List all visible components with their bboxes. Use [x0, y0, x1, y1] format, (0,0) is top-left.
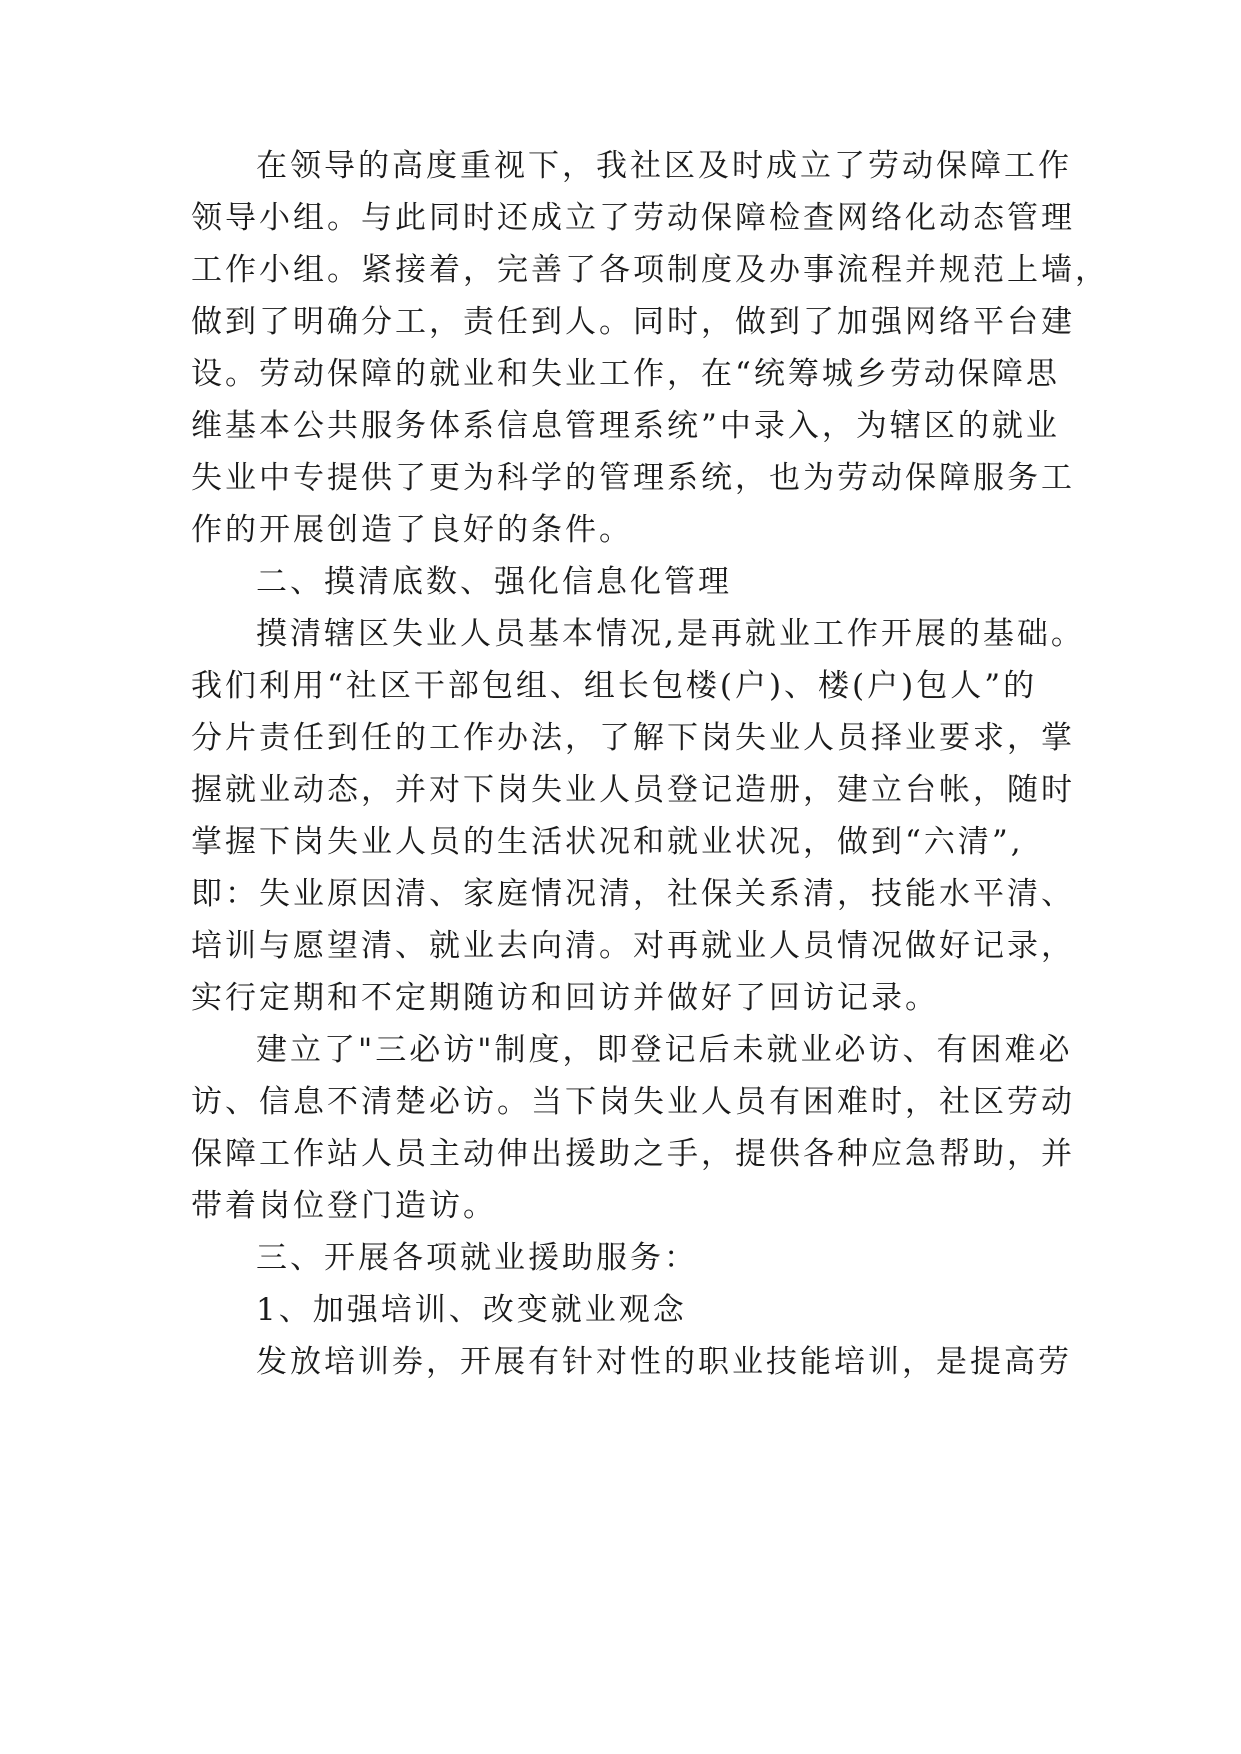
paragraph-3-line-2: 访、信息不清楚必访。当下岗失业人员有困难时，社区劳动 — [191, 1084, 1075, 1120]
paragraph-4-line-1: 发放培训券，开展有针对性的职业技能培训，是提高劳 — [256, 1344, 1072, 1380]
paragraph-1-line-4: 做到了明确分工，责任到人。同时，做到了加强网络平台建 — [191, 304, 1075, 340]
paragraph-2-line-2: 我们利用“社区干部包组、组长包楼(户)、楼(户)包人”的 — [191, 668, 1038, 704]
paragraph-1-line-2: 领导小组。与此同时还成立了劳动保障检查网络化动态管理 — [191, 200, 1075, 236]
paragraph-2-line-5: 掌握下岗失业人员的生活状况和就业状况，做到“六清”, — [191, 824, 1024, 860]
paragraph-1-line-3: 工作小组。紧接着，完善了各项制度及办事流程并规范上墙， — [191, 252, 1109, 288]
paragraph-2-line-7: 培训与愿望清、就业去向清。对再就业人员情况做好记录， — [191, 928, 1075, 964]
paragraph-3-line-4: 带着岗位登门造访。 — [191, 1188, 497, 1224]
paragraph-2-line-6: 即：失业原因清、家庭情况清，社保关系清，技能水平清、 — [191, 876, 1075, 912]
paragraph-3-line-1: 建立了"三必访"制度，即登记后未就业必访、有困难必 — [256, 1032, 1073, 1068]
paragraph-1-line-5: 设。劳动保障的就业和失业工作，在“统筹城乡劳动保障思 — [191, 356, 1060, 392]
paragraph-2-line-8: 实行定期和不定期随访和回访并做好了回访记录。 — [191, 980, 939, 1016]
paragraph-1-line-1: 在领导的高度重视下，我社区及时成立了劳动保障工作 — [256, 148, 1072, 184]
subsection-heading-1: 1、加强培训、改变就业观念 — [256, 1292, 687, 1328]
section-heading-3: 三、开展各项就业援助服务： — [256, 1240, 698, 1276]
paragraph-1-line-6: 维基本公共服务体系信息管理系统”中录入，为辖区的就业 — [191, 408, 1060, 444]
paragraph-2-line-3: 分片责任到任的工作办法，了解下岗失业人员择业要求，掌 — [191, 720, 1075, 756]
paragraph-1-line-8: 作的开展创造了良好的条件。 — [191, 512, 633, 548]
paragraph-2-line-1: 摸清辖区失业人员基本情况,是再就业工作开展的基础。 — [256, 616, 1085, 652]
paragraph-1-line-7: 失业中专提供了更为科学的管理系统，也为劳动保障服务工 — [191, 460, 1075, 496]
paragraph-3-line-3: 保障工作站人员主动伸出援助之手，提供各种应急帮助，并 — [191, 1136, 1075, 1172]
paragraph-2-line-4: 握就业动态，并对下岗失业人员登记造册，建立台帐，随时 — [191, 772, 1075, 808]
section-heading-2: 二、摸清底数、强化信息化管理 — [256, 564, 732, 600]
